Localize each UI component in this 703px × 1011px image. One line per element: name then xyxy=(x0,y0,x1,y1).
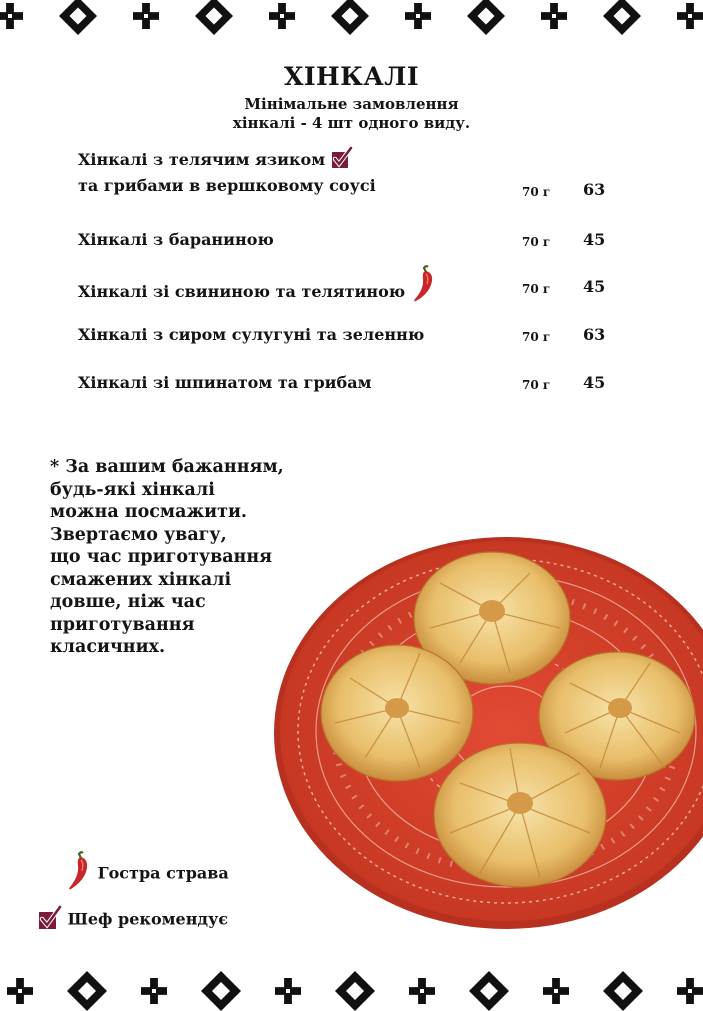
chili-pepper-icon xyxy=(411,264,437,309)
menu-item-weight: 70 г xyxy=(522,378,551,392)
menu-item-price: 45 xyxy=(583,277,606,296)
menu-item-price: 63 xyxy=(583,180,606,199)
note-line: можна посмажити. xyxy=(50,502,248,522)
note-line: будь-які хінкалі xyxy=(50,479,215,500)
chef-check-icon xyxy=(331,146,353,175)
menu-item-weight: 70 г xyxy=(522,282,551,296)
menu-item-name xyxy=(78,146,498,196)
subtitle-line-1: Мінімальне замовлення xyxy=(244,95,459,113)
note-line: довше, ніж час xyxy=(50,592,206,612)
note-line: класичних. xyxy=(50,637,166,657)
legend-spicy-label: Гостра страва xyxy=(97,863,229,883)
note-line: що час приготування xyxy=(50,547,273,567)
page-subtitle xyxy=(0,95,703,133)
chili-pepper-icon xyxy=(66,850,92,896)
menu-item-price: 45 xyxy=(583,373,606,392)
menu-item-weight: 70 г xyxy=(522,235,551,249)
menu-item-name: Хінкалі з сиром сулугуні та зеленню xyxy=(78,325,425,344)
menu-item-price: 63 xyxy=(583,325,606,344)
note-line: смажених хінкалі xyxy=(50,569,232,590)
menu-item-name: Хінкалі з бараниною xyxy=(78,230,274,249)
legend-chef xyxy=(38,904,228,934)
menu-item-price: 45 xyxy=(583,230,606,249)
legend-spicy xyxy=(66,850,229,896)
bottom-ornament-border xyxy=(0,963,703,1011)
menu-item-name-line1: Хінкалі з телячим язиком xyxy=(78,150,326,169)
menu-item-name-line2: та грибами в вершковому соусі xyxy=(78,176,376,195)
page-title: ХІНКАЛІ xyxy=(283,62,420,91)
subtitle-line-2: хінкалі - 4 шт одного виду. xyxy=(232,114,471,132)
chef-check-icon xyxy=(38,904,62,934)
legend-chef-label: Шеф рекомендує xyxy=(67,909,229,929)
menu-item-name-line1: Хінкалі зі свининою та телятиною xyxy=(78,282,406,301)
note-line: * За вашим бажанням, xyxy=(50,457,284,477)
menu-item-weight: 70 г xyxy=(522,185,551,199)
menu-item-weight: 70 г xyxy=(522,330,551,344)
top-ornament-border xyxy=(0,0,703,44)
menu-item-name: Хінкалі зі шпинатом та грибам xyxy=(78,373,372,392)
menu-item-name xyxy=(78,276,498,309)
fried-khinkali-plate-image xyxy=(270,533,703,938)
note-line: приготування xyxy=(50,614,195,635)
note-line: Звертаємо увагу, xyxy=(50,524,227,545)
